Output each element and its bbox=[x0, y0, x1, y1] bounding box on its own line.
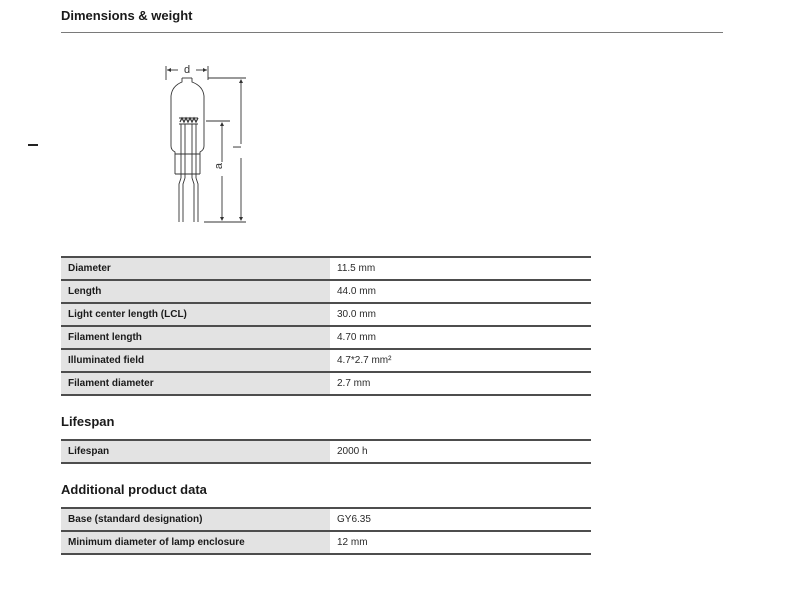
spec-label-diameter: Diameter bbox=[61, 257, 330, 280]
additional-data-section-title: Additional product data bbox=[61, 482, 207, 497]
spec-label-lifespan: Lifespan bbox=[61, 440, 330, 463]
spec-value-length: 44.0 mm bbox=[330, 280, 591, 303]
dimension-label-a: a bbox=[213, 162, 225, 170]
table-row bbox=[61, 303, 591, 326]
table-row bbox=[61, 280, 591, 303]
spec-value-lcl: 30.0 mm bbox=[330, 303, 591, 326]
dimension-label-d: d bbox=[183, 64, 191, 76]
spec-value-illuminated-field: 4.7*2.7 mm² bbox=[330, 349, 591, 372]
lamp-dimension-diagram bbox=[150, 58, 250, 228]
title-divider bbox=[61, 32, 723, 33]
lifespan-section-title: Lifespan bbox=[61, 414, 115, 429]
spec-label-base: Base (standard designation) bbox=[61, 508, 330, 531]
lifespan-table bbox=[61, 439, 591, 464]
table-row bbox=[61, 508, 591, 531]
spec-label-filament-diameter: Filament diameter bbox=[61, 372, 330, 395]
table-row bbox=[61, 372, 591, 395]
spec-value-base: GY6.35 bbox=[330, 508, 591, 531]
spec-value-lifespan: 2000 h bbox=[330, 440, 591, 463]
spec-value-filament-length: 4.70 mm bbox=[330, 326, 591, 349]
spec-label-enclosure-diameter: Minimum diameter of lamp enclosure bbox=[61, 531, 330, 554]
table-row bbox=[61, 349, 591, 372]
spec-value-filament-diameter: 2.7 mm bbox=[330, 372, 591, 395]
additional-data-table bbox=[61, 507, 591, 555]
table-row bbox=[61, 326, 591, 349]
spec-label-illuminated-field: Illuminated field bbox=[61, 349, 330, 372]
dimensions-table bbox=[61, 256, 591, 396]
dimension-label-l: l bbox=[232, 145, 244, 149]
spec-label-filament-length: Filament length bbox=[61, 326, 330, 349]
page-margin-mark bbox=[28, 144, 38, 146]
spec-label-length: Length bbox=[61, 280, 330, 303]
table-row bbox=[61, 440, 591, 463]
spec-value-diameter: 11.5 mm bbox=[330, 257, 591, 280]
table-row bbox=[61, 531, 591, 554]
spec-label-lcl: Light center length (LCL) bbox=[61, 303, 330, 326]
spec-value-enclosure-diameter: 12 mm bbox=[330, 531, 591, 554]
dimensions-section-title: Dimensions & weight bbox=[61, 8, 193, 23]
table-row bbox=[61, 257, 591, 280]
